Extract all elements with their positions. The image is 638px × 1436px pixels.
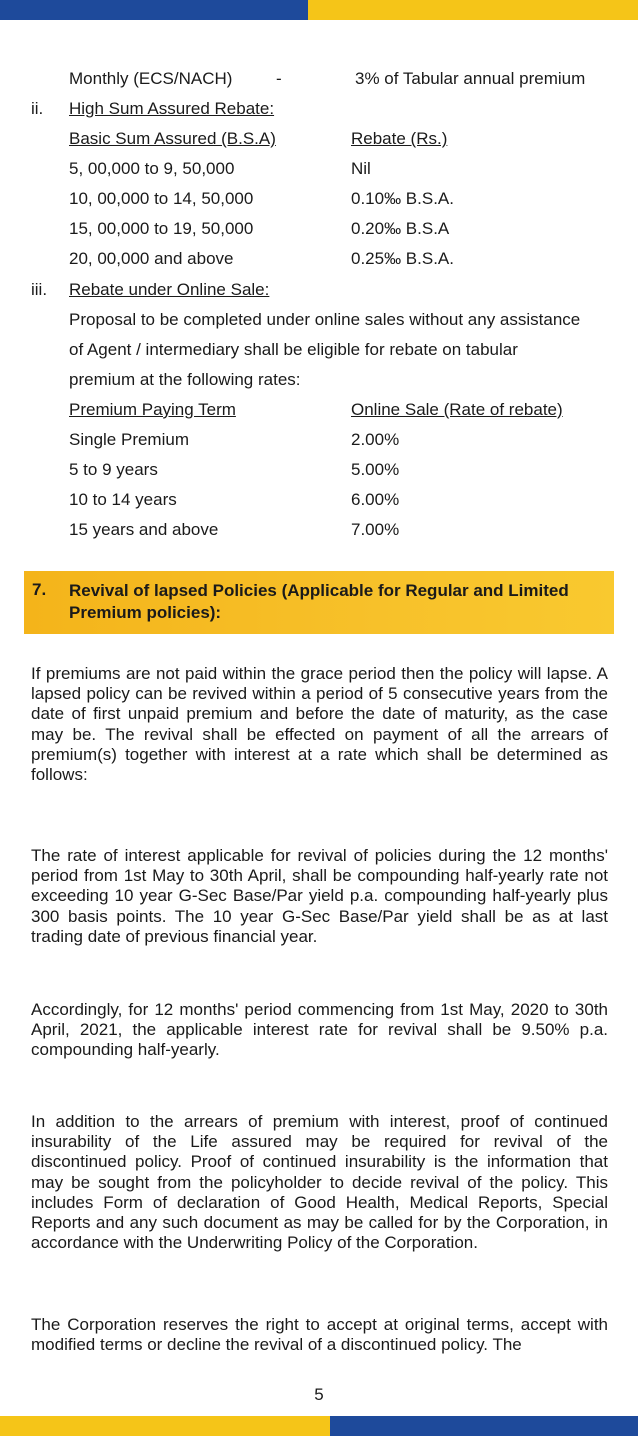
online-title: Rebate under Online Sale: [69,280,270,299]
page-number: 5 [314,1385,324,1404]
online-number: iii. [31,280,48,299]
bottom-yellow-bar [0,1416,330,1436]
revival-paragraph-5: The Corporation reserves the right to accept at original terms, accept with modified terms or decline the revival of a discontinued policy. The [31,1315,608,1355]
online-term: Single Premium [69,430,189,449]
revival-paragraph-4: In addition to the arrears of premium with interest, proof of continued insurability of the Life assured may be required for revival of the discontinued policy. Proof of continued insurability is the information that may be sought from the policyholder to decide revival of the policy. This includes Form of declaration of Good Health, Medical Reports, Special Reports and any such document as may be called for by the Corporation, in accordance with the Underwriting Policy of the Corporation. [31,1112,608,1253]
online-desc-text: Proposal to be completed under online sales without any assistance [69,310,581,329]
online-term: 5 to 9 years [69,460,158,479]
bottom-blue-bar [330,1416,638,1436]
hsa-col2-header: Rebate (Rs.) [351,129,448,148]
section-7-heading-band [24,571,614,634]
revival-paragraph-1: If premiums are not paid within the grace period then the policy will lapse. A lapsed policy can be revived within a period of 5 consecutive years from the date of first unpaid premium and before the date of maturity, as the case may be. The revival shall be effected on payment of all the arrears of premium(s) together with interest at a rate which shall be determined as follows: [31,664,608,785]
revival-paragraph-2: The rate of interest applicable for revival of policies during the 12 months' period from 1st May to 30th April, shall be compounding half-yearly rate not exceeding 10 year G-Sec Base/Par yield p.a. compounding half-yearly plus 300 basis points. The 10 year G-Sec Base/Par yield shall be as at last trading date of previous financial year. [31,846,608,946]
hsa-rebate: 0.20‰ B.S.A [351,219,450,238]
online-rate: 5.00% [351,460,400,479]
online-rate: 6.00% [351,490,400,509]
monthly-value: 3% of Tabular annual premium [355,69,586,88]
monthly-label: Monthly (ECS/NACH) [69,69,233,88]
hsa-range: 5, 00,000 to 9, 50,000 [69,159,235,178]
revival-paragraph-3: Accordingly, for 12 months' period commencing from 1st May, 2020 to 30th April, 2021, the applicable interest rate for revival shall be 9.50% p.a. compounding half-yearly. [31,1000,608,1060]
section-7-number: 7. [32,580,47,599]
monthly-dash: - [276,69,282,88]
top-yellow-bar [308,0,638,20]
hsa-col1-header: Basic Sum Assured (B.S.A) [69,129,276,148]
hsa-rebate: 0.10‰ B.S.A. [351,189,454,208]
hsa-title: High Sum Assured Rebate: [69,99,275,118]
hsa-rebate: Nil [351,159,371,178]
online-desc-text: of Agent / intermediary shall be eligible for rebate on tabular [69,340,518,359]
online-desc-text: premium at the following rates: [69,370,301,389]
top-blue-bar [0,0,308,20]
hsa-range: 15, 00,000 to 19, 50,000 [69,219,254,238]
hsa-number: ii. [31,99,44,118]
online-col1-header: Premium Paying Term [69,400,236,419]
online-term: 10 to 14 years [69,490,177,509]
online-rate: 2.00% [351,430,400,449]
online-term: 15 years and above [69,520,219,539]
hsa-rebate: 0.25‰ B.S.A. [351,249,454,268]
online-rate: 7.00% [351,520,400,539]
hsa-range: 10, 00,000 to 14, 50,000 [69,189,254,208]
online-col2-header: Online Sale (Rate of rebate) [351,400,563,419]
section-7-title: Revival of lapsed Policies (Applicable for Regular and Limited Premium policies): [69,581,569,622]
hsa-range: 20, 00,000 and above [69,249,234,268]
